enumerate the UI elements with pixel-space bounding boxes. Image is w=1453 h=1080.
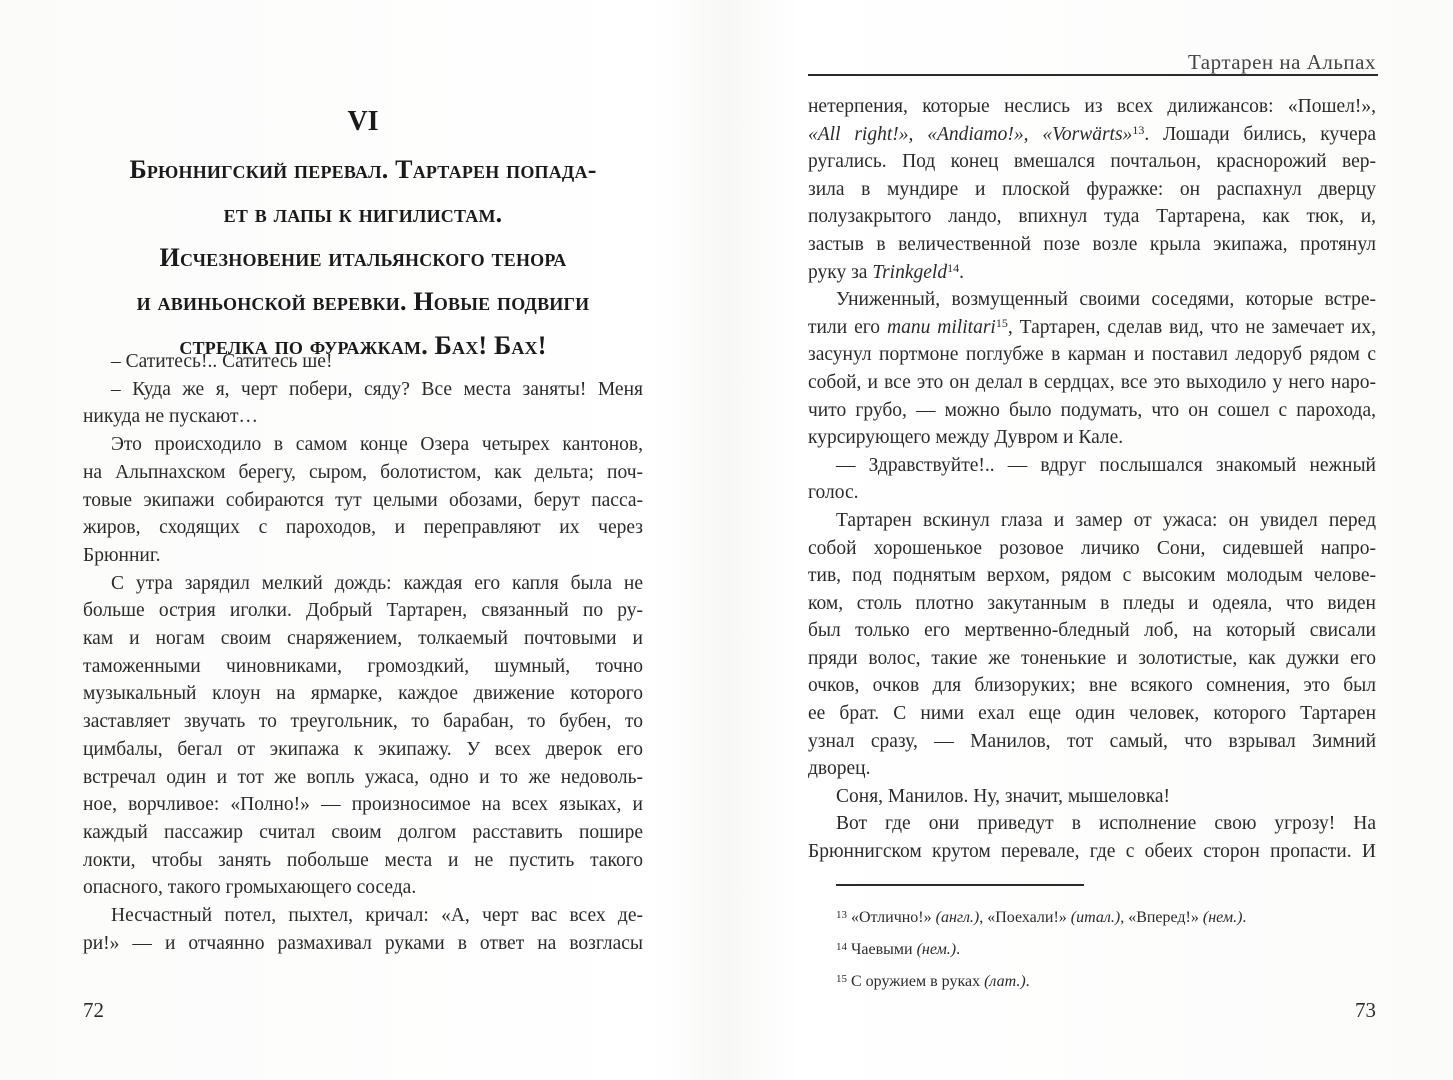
text-line: ее брат. С ними ехал еще один человек, которого Тартарен (808, 703, 1376, 725)
text-line: цимбалы, бегал от экипажа к экипажу. У всех дверок его (83, 738, 643, 760)
text-line: таможенными чиновниками, громоздкий, шумный, точно (83, 655, 643, 677)
footnote: $^{13}$ «Отлично!» (англ.), «Поехали!» (итал.), «Вперед!» (нем.). (836, 909, 1247, 926)
text-line: нетерпения, которые неслись из всех дилижансов: «Пошел!», (808, 96, 1376, 117)
text-line: зила в мундире и плоской фуражке: он распахнул дверцу (808, 178, 1376, 200)
text-line: ное, ворчливое: «Полно!» — произносимое на всех языках, и (83, 794, 643, 816)
text-line: Вот где они приведут в исполнение свою угрозу! На (836, 813, 1376, 835)
text-line: ругались. Под конец вмешался почтальон, краснорожий вер- (808, 151, 1376, 173)
chapter-title-line: стрелка по фуражкам. Бах! Бах! (179, 331, 547, 360)
text-line: встречал один и тот же вопль ужаса, одно и то же недоволь- (83, 766, 643, 788)
chapter-title-line: и авиньонской веревки. Новые подвиги (136, 287, 590, 316)
text-line: Это происходило в самом конце Озера четырех кантонов, (111, 434, 643, 456)
text-line: Несчастный потел, пыхтел, кричал: «А, черт вас всех де- (111, 905, 643, 927)
header-rule (808, 74, 1378, 76)
text-line: пряди волос, такие же тоненькие и золотистые, как дужки его (808, 647, 1376, 669)
text-line: Брюнниг. (83, 544, 161, 566)
text-line: «All right!», «Andiamo!», «Vorwärts»$^{13}$. Лошади бились, кучера (808, 122, 1377, 145)
chapter-title-line: Исчезновение итальянского тенора (159, 243, 567, 272)
chapter-title (83, 148, 643, 368)
text-line: – Сатитесь!.. Сатитесь ше! (111, 351, 333, 372)
text-line: собой хорошенькое розовое личико Сони, сидевшей напро- (808, 537, 1376, 559)
chapter-number: VI (347, 106, 379, 137)
footnote-rule (836, 884, 1084, 886)
text-line: тив, под поднятым верхом, рядом с высоким молодым челове- (808, 565, 1376, 587)
text-line: больше острия иголки. Добрый Тартарен, связанный по ру- (83, 600, 643, 622)
text-line: жиров, сходящих с пароходов, и переправляют их через (83, 517, 643, 539)
text-line: чито грубо, — можно было подумать, что он сошел с парохода, (808, 399, 1376, 421)
text-line: на Альпнахском берегу, сыром, болотистом, как дельта; поч- (83, 461, 643, 483)
page-number: 73 (1355, 998, 1376, 1022)
text-line: узнал сразу, — Манилов, тот самый, что взрывал Зимний (808, 730, 1376, 752)
text-line: очков, очков для близоруких; вне всякого сомнения, это был (808, 675, 1376, 697)
text-line: каждый пассажир считал своим долгом расставить пошире (83, 821, 643, 843)
page-number: 72 (83, 998, 104, 1022)
footnote: $^{14}$ Чаевыми (нем.). (836, 941, 961, 958)
text-line: полузакрытого ландо, впихнул туда Тартарена, как тюк, и, (808, 206, 1376, 228)
right-body-text (808, 93, 1376, 866)
text-line: – Куда же я, черт побери, сяду? Все места заняты! Меня (111, 378, 643, 400)
footnote: $^{15}$ С оружием в руках (лат.). (836, 973, 1030, 990)
text-line: Брюннигском крутом перевале, где с обеих сторон пропасти. И (808, 841, 1376, 863)
text-line: руку за Trinkgeld$^{14}$. (808, 260, 964, 283)
text-line: ком, столь плотно закутанным в пледы и одеяла, что виден (808, 592, 1376, 614)
text-line: ри!» — и отчаянно размахивал руками в ответ на возгласы (83, 932, 643, 954)
right-page (808, 0, 1376, 1080)
text-line: никуда не пускают… (83, 406, 259, 428)
text-line: Тартарен вскинул глаза и замер от ужаса: он увидел перед (836, 509, 1376, 531)
text-line: кам и ногам своим снаряжением, толкаемый почтовыми и (83, 628, 643, 650)
text-line: С утра зарядил мелкий дождь: каждая его капля была не (111, 572, 643, 594)
text-line: локти, чтобы занять побольше места и не пустить такого (83, 849, 643, 871)
text-line: заставляет звучать то треугольник, то барабан, то бубен, то (83, 711, 643, 733)
text-line: Соня, Манилов. Ну, значит, мышеловка! (836, 785, 1171, 807)
text-line: засунул портмоне поглубже в карман и поставил ледоруб рядом с (808, 344, 1376, 366)
text-line: голос. (808, 482, 859, 504)
text-line: курсирующего между Дувром и Кале. (808, 427, 1124, 449)
text-line: был только его мертвенно-бледный лоб, на который свисали (808, 620, 1376, 642)
footnotes (836, 902, 1246, 998)
left-body-text (83, 348, 643, 957)
text-line: опасного, такого громыхающего соседа. (83, 877, 417, 899)
text-line: — Здравствуйте!.. — вдруг послышался знакомый нежный (836, 454, 1376, 476)
chapter-title-line: Брюннигский перевал. Тартарен попада- (129, 155, 597, 184)
text-line: собой, и все это он делал в сердцах, все это выходило у него наро- (808, 371, 1376, 393)
text-line: застыв в величественной позе возле крыла экипажа, протянул (808, 233, 1376, 255)
text-line: тили его manu militari$^{15}$, Тартарен, сделав вид, что не замечает их, (808, 315, 1376, 338)
text-line: Униженный, возмущенный своими соседями, которые встре- (836, 289, 1376, 311)
chapter-title-line: ет в лапы к нигилистам. (223, 199, 503, 228)
text-line: товые экипажи собираются тут целыми обозами, берут пасса- (83, 489, 643, 511)
text-line: музыкальный клоун на ярмарке, каждое движение которого (83, 683, 643, 705)
text-line: дворец. (808, 758, 871, 780)
running-head: Тартарен на Альпах (1187, 50, 1376, 74)
left-page (83, 0, 643, 1080)
